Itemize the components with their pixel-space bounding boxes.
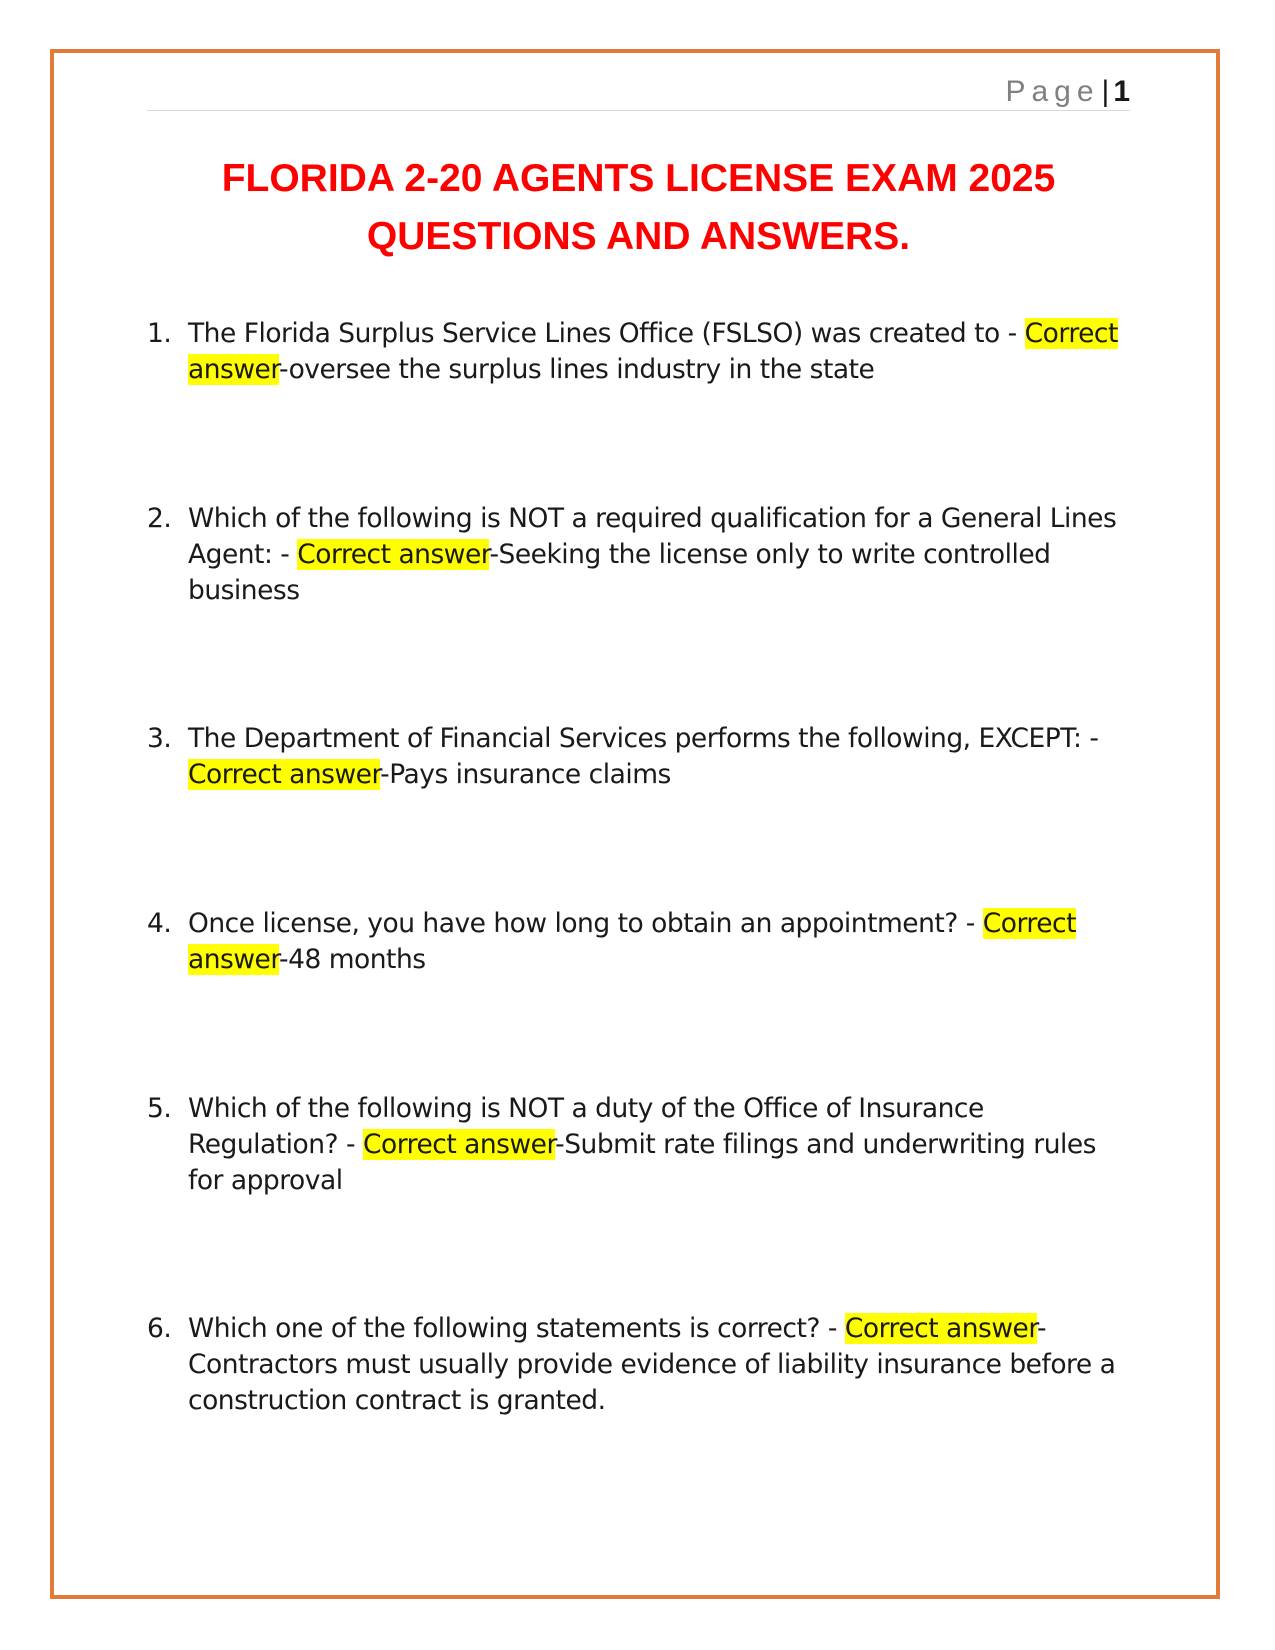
question-prompt: Which of the following is NOT a required qualification for a General Lines Agent: -	[188, 503, 1117, 570]
answer-text: -Pays insurance claims	[380, 759, 671, 790]
question-prompt: The Department of Financial Services performs the following, EXCEPT: -	[188, 723, 1099, 754]
question-text	[188, 1091, 1127, 1199]
question-text	[188, 906, 1127, 978]
answer-text: -Seeking the license only to write controlled business	[188, 539, 1051, 606]
answer-text: -48 months	[279, 944, 426, 975]
question-item	[147, 1311, 1127, 1419]
question-number: 4.	[147, 908, 172, 939]
question-text	[188, 1311, 1127, 1419]
question-item	[147, 316, 1127, 388]
correct-answer-label: Correct answer	[363, 1129, 556, 1160]
title-line-1: FLORIDA 2-20 AGENTS LICENSE EXAM 2025	[221, 157, 1056, 200]
page-separator: |	[1101, 75, 1110, 108]
answer-text: -Submit rate filings and underwriting rules for approval	[188, 1129, 1096, 1196]
correct-answer-label: Correct answer	[188, 908, 1076, 975]
question-number: 6.	[147, 1313, 172, 1344]
correct-answer-label: Correct answer	[844, 1313, 1038, 1344]
document-title	[147, 150, 1130, 266]
question-item	[147, 1091, 1127, 1199]
question-prompt: Which one of the following statements is correct? -	[188, 1313, 837, 1344]
question-number: 2.	[147, 503, 172, 534]
page-number-label	[1005, 76, 1130, 108]
page-number: 1	[1113, 75, 1130, 108]
answer-text: -Contractors must usually provide evidence of liability insurance before a construction contract is granted.	[188, 1313, 1116, 1416]
question-item	[147, 906, 1127, 978]
correct-answer-label: Correct answer	[297, 539, 490, 570]
question-item	[147, 501, 1127, 609]
page-word: Page	[1005, 75, 1100, 108]
title-line-2: QUESTIONS AND ANSWERS.	[366, 215, 911, 258]
correct-answer-label: Correct answer	[188, 759, 381, 790]
question-text	[188, 316, 1127, 388]
question-text	[188, 721, 1127, 793]
question-number: 5.	[147, 1093, 172, 1124]
question-prompt: Once license, you have how long to obtain an appointment? -	[188, 908, 975, 939]
question-number: 3.	[147, 723, 172, 754]
correct-answer-label: Correct answer	[188, 318, 1118, 385]
question-text	[188, 501, 1127, 609]
question-number: 1.	[147, 318, 172, 349]
question-prompt: Which of the following is NOT a duty of the Office of Insurance Regulation? -	[188, 1093, 984, 1160]
question-prompt: The Florida Surplus Service Lines Office (FSLSO) was created to -	[188, 318, 1017, 349]
page-header	[147, 72, 1130, 111]
answer-text: -oversee the surplus lines industry in the state	[279, 354, 875, 385]
question-item	[147, 721, 1127, 793]
